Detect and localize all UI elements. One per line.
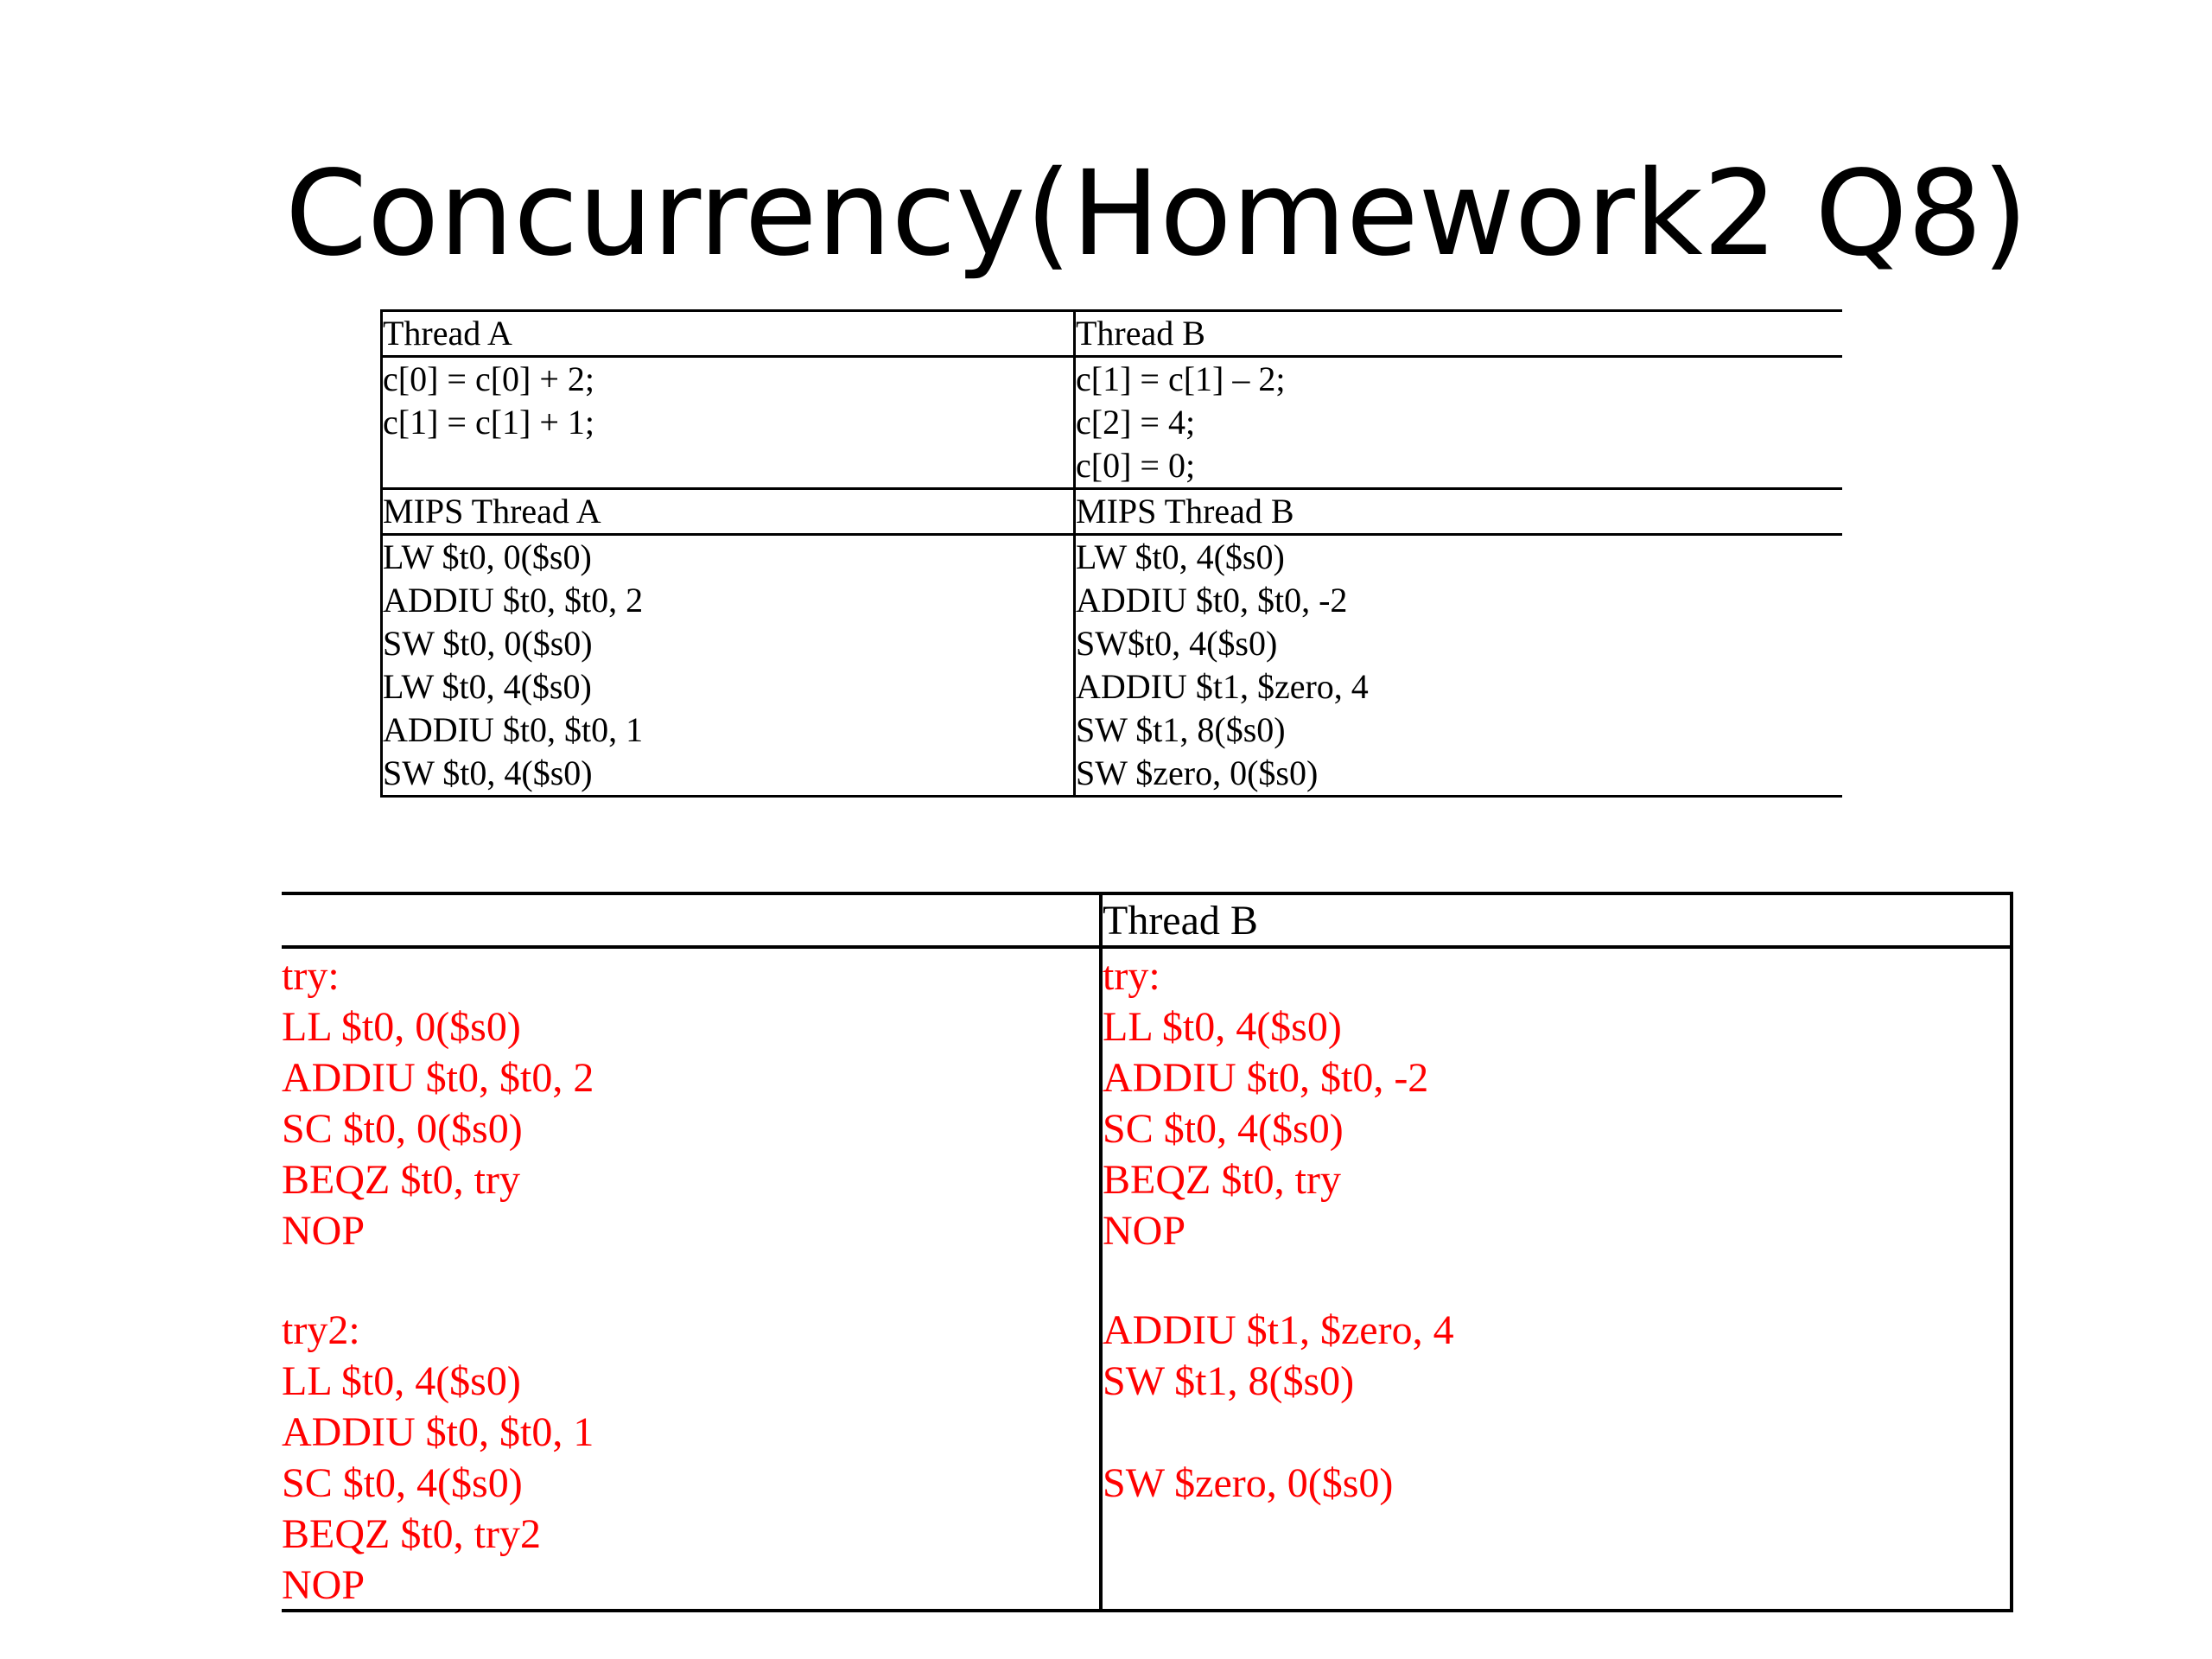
code-line: BEQZ $t0, try	[1103, 1157, 1341, 1203]
code-line: c[1] = c[1] – 2;	[1076, 359, 1286, 398]
spacer	[282, 1256, 1099, 1305]
code-line: SC $t0, 0($s0)	[282, 1106, 523, 1152]
mips-thread-a-code	[380, 536, 1076, 795]
code-line: LL $t0, 4($s0)	[1103, 1004, 1342, 1050]
code-line: SW $t0, 0($s0)	[383, 624, 593, 663]
code-line: ADDIU $t1, $zero, 4	[1103, 1307, 1454, 1353]
code-line: SW $t1, 8($s0)	[1076, 710, 1286, 749]
code-line: SC $t0, 4($s0)	[282, 1460, 523, 1506]
code-line: NOP	[1103, 1208, 1186, 1254]
code-line: NOP	[282, 1208, 365, 1254]
code-line: ADDIU $t0, $t0, -2	[1076, 581, 1348, 620]
code-line: ADDIU $t0, $t0, 2	[383, 581, 644, 620]
mips-thread-a-header: MIPS Thread A	[380, 490, 1076, 533]
code-line: SC $t0, 4($s0)	[1103, 1106, 1344, 1152]
code-line: LW $t0, 4($s0)	[383, 667, 592, 706]
code-line: try:	[282, 953, 340, 999]
table-row	[380, 487, 1842, 533]
code-line: SW $t1, 8($s0)	[1103, 1358, 1355, 1404]
code-line: SW $zero, 0($s0)	[1076, 753, 1319, 792]
thread-b-c-code	[1076, 358, 1842, 487]
code-line: c[2] = 4;	[1076, 403, 1196, 442]
thread-a-header: Thread A	[380, 312, 1076, 355]
code-line: NOP	[282, 1562, 365, 1608]
code-line: BEQZ $t0, try2	[282, 1511, 541, 1557]
code-line: ADDIU $t0, $t0, 2	[282, 1055, 594, 1101]
code-line: try:	[1103, 953, 1160, 999]
thread-b-header: Thread B	[1076, 314, 1205, 353]
slide-title: Concurrency(Homework2 Q8)	[285, 146, 2029, 283]
table-row	[380, 533, 1842, 795]
thread-b-header: Thread B	[1103, 895, 2013, 945]
code-line: c[0] = c[0] + 2;	[383, 359, 595, 398]
thread-a-c-code	[380, 358, 1076, 487]
code-line: LL $t0, 0($s0)	[282, 1004, 521, 1050]
spacer	[1103, 1256, 2010, 1305]
code-line: SW $zero, 0($s0)	[1103, 1460, 1394, 1506]
code-line: BEQZ $t0, try	[282, 1157, 520, 1203]
code-line	[383, 444, 1073, 487]
thread-b-ll-sc-code	[1103, 949, 2013, 1609]
code-line: ADDIU $t0, $t0, -2	[1103, 1055, 1429, 1101]
mips-thread-b-code	[1076, 536, 1842, 795]
c-and-mips-table	[380, 309, 1842, 798]
code-line	[1103, 1407, 2010, 1458]
thread-a-ll-sc-code	[282, 949, 1103, 1609]
table-row	[282, 895, 2013, 945]
code-line: c[0] = 0;	[1076, 446, 1196, 485]
code-line: SW$t0, 4($s0)	[1076, 624, 1278, 663]
code-line: ADDIU $t0, $t0, 1	[383, 710, 644, 749]
code-line: try2:	[282, 1307, 360, 1353]
table-row	[380, 312, 1842, 355]
code-line: ADDIU $t0, $t0, 1	[282, 1409, 594, 1455]
ll-sc-solution-table	[282, 892, 2013, 1612]
table-row	[380, 355, 1842, 487]
code-line: SW $t0, 4($s0)	[383, 753, 593, 792]
code-line: c[1] = c[1] + 1;	[383, 403, 595, 442]
code-line: LW $t0, 0($s0)	[383, 537, 592, 576]
code-line: ADDIU $t1, $zero, 4	[1076, 667, 1369, 706]
thread-a-header	[282, 895, 1103, 945]
table-row	[282, 945, 2013, 1609]
code-line: LL $t0, 4($s0)	[282, 1358, 521, 1404]
mips-thread-b-header: MIPS Thread B	[1076, 492, 1294, 531]
code-line: LW $t0, 4($s0)	[1076, 537, 1285, 576]
